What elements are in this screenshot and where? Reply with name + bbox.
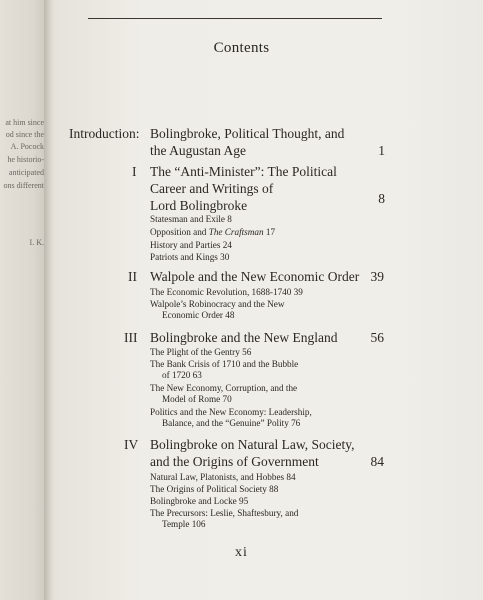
section-entry: History and Parties 24 (150, 240, 232, 250)
section-entry-continuation: of 1720 63 (162, 370, 202, 380)
section-entry: Natural Law, Platonists, and Hobbes 84 (150, 472, 296, 482)
section-entry: Politics and the New Economy: Leadership, (150, 407, 312, 417)
chapter-page-number: 39 (370, 269, 384, 284)
section-entry: The Plight of the Gentry 56 (150, 347, 252, 357)
section-entry-continuation: Temple 106 (162, 519, 206, 529)
chapter-title-line: Lord Bolingbroke (150, 198, 248, 213)
chapter-title-line: and the Origins of Government (150, 454, 319, 469)
intro-page-number: 1 (378, 143, 385, 158)
chapter-numeral: III (124, 330, 138, 345)
chapter-title-line: Bolingbroke on Natural Law, Society, (150, 437, 355, 452)
facing-page-text: od since the (5, 130, 44, 139)
chapter-numeral: IV (124, 437, 139, 452)
section-entry: The Precursors: Leslie, Shaftesbury, and (150, 508, 299, 518)
section-entry: The Bank Crisis of 1710 and the Bubble (150, 359, 299, 369)
section-entry: The Origins of Political Society 88 (150, 484, 279, 494)
facing-page-text: at him since (5, 118, 44, 127)
section-entry-continuation: Balance, and the “Genuine” Polity 76 (162, 418, 301, 428)
section-entry: The New Economy, Corruption, and the (150, 383, 298, 393)
chapter-numeral: I (132, 164, 137, 179)
chapter-page-number: 56 (370, 330, 384, 345)
facing-page-text: anticipated (8, 168, 44, 177)
header-rule (88, 18, 382, 19)
facing-page-initials: I. K. (29, 238, 44, 247)
facing-page-text: ons different (3, 181, 44, 190)
section-entry-continuation: Economic Order 48 (162, 310, 235, 320)
page-title: Contents (213, 40, 270, 56)
section-entry: The Economic Revolution, 1688-1740 39 (150, 287, 303, 297)
intro-title-line: Bolingbroke, Political Thought, and (150, 126, 345, 141)
section-entry: Walpole’s Robinocracy and the New (150, 299, 285, 309)
facing-page-text: he historio- (7, 155, 44, 164)
section-entry-continuation: Model of Rome 70 (162, 394, 232, 404)
chapter-title-line: Bolingbroke and the New England (150, 330, 338, 345)
chapter-title-line: Career and Writings of (150, 181, 274, 196)
intro-title-line: the Augustan Age (150, 143, 246, 158)
facing-page-edge (0, 0, 46, 600)
facing-page-text: A. Pocock (10, 142, 44, 151)
chapter-page-number: 84 (370, 454, 384, 469)
section-entry: Statesman and Exile 8 (150, 214, 232, 224)
page-folio: xi (235, 545, 248, 560)
chapter-title-line: The “Anti-Minister”: The Political (150, 164, 337, 179)
section-entry: Patriots and Kings 30 (150, 252, 230, 262)
chapter-page-number: 8 (378, 191, 385, 206)
intro-label: Introduction: (69, 126, 140, 141)
section-entry: Bolingbroke and Locke 95 (150, 496, 249, 506)
section-entry: Opposition and The Craftsman 17 (150, 227, 276, 237)
chapter-numeral: II (128, 269, 137, 284)
chapter-title-line: Walpole and the New Economic Order (150, 269, 360, 284)
